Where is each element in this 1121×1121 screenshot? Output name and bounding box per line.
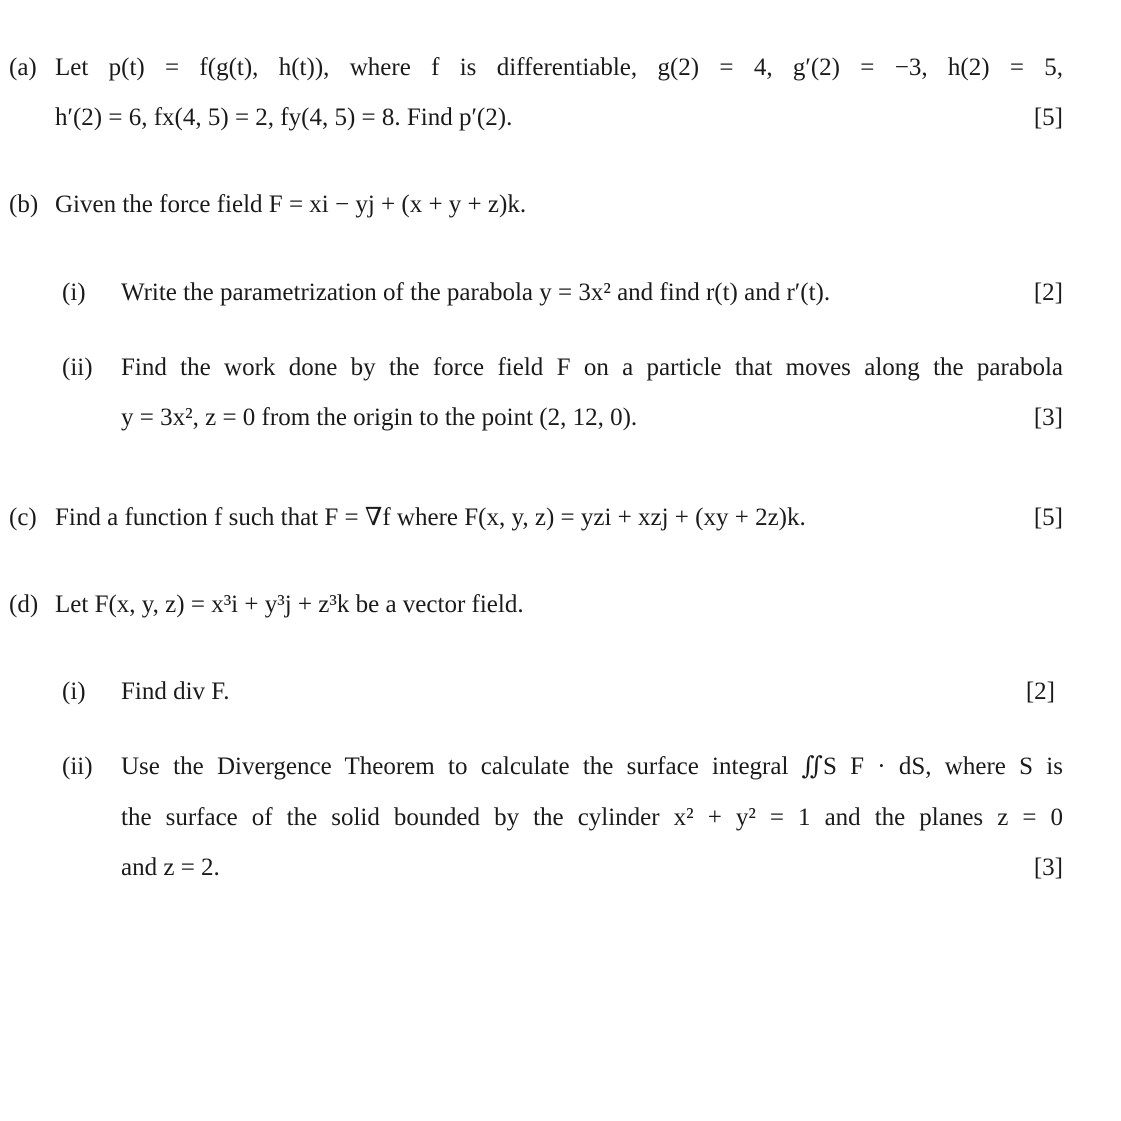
question-b-part-ii-line-1: Find the work done by the force field F on a particle that moves along the parabola bbox=[121, 354, 1063, 381]
question-d-part-i-line-1: Find div F. bbox=[121, 678, 230, 705]
question-b-part-i-label: (i) bbox=[62, 279, 86, 306]
question-b-text: Given the force field F = xi − yj + (x + y + z)k. bbox=[55, 191, 527, 218]
question-b-part-ii-marks: [3] bbox=[1033, 404, 1063, 431]
question-d-part-i-marks: [2] bbox=[1025, 678, 1055, 705]
question-d-part-ii-label: (ii) bbox=[62, 753, 93, 780]
question-d-part-ii-line-1: Use the Divergence Theorem to calculate the surface integral ∬S F · dS, where S is bbox=[121, 753, 1063, 780]
question-b-part-ii-label: (ii) bbox=[62, 354, 93, 381]
question-a-label: (a) bbox=[9, 54, 37, 81]
question-c-label: (c) bbox=[9, 504, 37, 531]
question-d-label: (d) bbox=[9, 591, 39, 618]
question-a-line-2: h′(2) = 6, fx(4, 5) = 2, fy(4, 5) = 8. Find p′(2). bbox=[55, 104, 513, 131]
question-d-text: Let F(x, y, z) = x³i + y³j + z³k be a vector field. bbox=[55, 591, 524, 618]
question-a-line-1: Let p(t) = f(g(t), h(t)), where f is differentiable, g(2) = 4, g′(2) = −3, h(2) = 5, bbox=[55, 54, 1063, 81]
question-b-label: (b) bbox=[9, 191, 39, 218]
question-d-part-ii-marks: [3] bbox=[1033, 854, 1063, 881]
question-a-marks: [5] bbox=[1033, 104, 1063, 131]
question-b-part-ii-line-2: y = 3x², z = 0 from the origin to the point (2, 12, 0). bbox=[121, 404, 638, 431]
question-c-text: Find a function f such that F = ∇f where F(x, y, z) = yzi + xzj + (xy + 2z)k. bbox=[55, 504, 806, 531]
question-b-part-i-marks: [2] bbox=[1033, 279, 1063, 306]
question-d-part-ii-line-2: the surface of the solid bounded by the cylinder x² + y² = 1 and the planes z = 0 bbox=[121, 804, 1063, 831]
question-d-part-ii-line-3: and z = 2. bbox=[121, 854, 220, 881]
question-d-part-i-label: (i) bbox=[62, 678, 86, 705]
question-c-marks: [5] bbox=[1033, 504, 1063, 531]
question-b-part-i-line-1: Write the parametrization of the parabola y = 3x² and find r(t) and r′(t). bbox=[121, 279, 831, 306]
